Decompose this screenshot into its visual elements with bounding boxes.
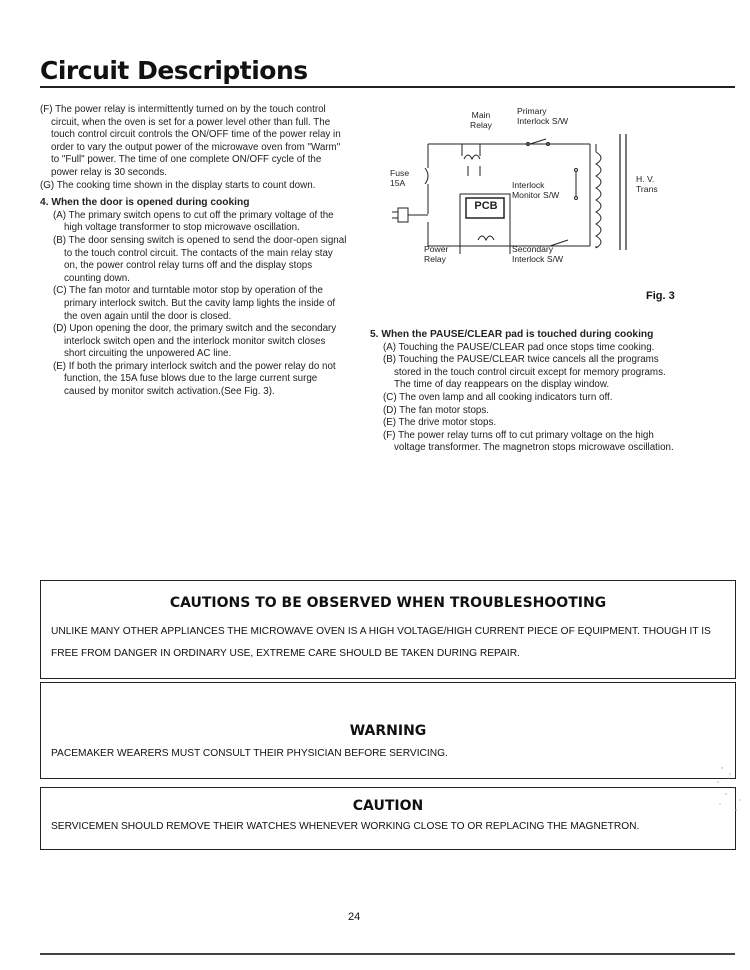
page-number: 24 [348, 911, 361, 923]
interlock-monitor-label: Interlock Monitor S/W [512, 180, 560, 200]
cautions-box [40, 580, 736, 679]
warning-box [40, 682, 736, 779]
list-item: (A) The primary switch opens to cut off the primary voltage of the high voltage transformer to stop microwave oscillation. [53, 209, 334, 234]
hv-trans-label: H. V. Trans [636, 174, 658, 194]
figure-label: Fig. 3 [646, 290, 675, 302]
caution-body: SERVICEMEN SHOULD REMOVE THEIR WATCHES WHENEVER WORKING CLOSE TO OR REPLACING THE MAGNETRON. [51, 821, 640, 832]
caution-box [40, 787, 736, 850]
left-column [36, 104, 348, 399]
list-item: (A) Touching the PAUSE/CLEAR pad once stops time cooking. [383, 341, 655, 353]
power-relay-label: Power Relay [424, 244, 449, 264]
list-item: (F) The power relay is intermittently turned on by the touch control circuit, when the oven is set for a power level other than full. The touch control circuit controls the ON/OFF time of the power relay in order to vary the output power of the microwave oven from "Warm" to "Full" power. The time of one complete ON/OFF cycle of the power relay is 30 seconds. [40, 104, 341, 178]
section-heading: 4. When the door is opened during cooking [40, 197, 250, 209]
circuit-schematic [380, 104, 680, 274]
list-item: (G) The cooking time shown in the display starts to count down. [40, 179, 316, 191]
right-column [366, 329, 680, 455]
fuse-label: Fuse 15A [390, 168, 410, 188]
scan-noise [700, 760, 750, 820]
warning-title: WARNING [349, 723, 427, 739]
warning-body: PACEMAKER WEARERS MUST CONSULT THEIR PHYSICIAN BEFORE SERVICING. [51, 748, 448, 759]
list-item: (C) The fan motor and turntable motor stop by operation of the primary interlock switch. But the cavity lamp lights the inside of the oven again until the door is closed. [53, 285, 336, 322]
list-item: (D) Upon opening the door, the primary switch and the secondary interlock switch open and the interlock monitor switch closes short circuiting the unpowered AC line. [53, 323, 337, 360]
title-rule [40, 86, 735, 88]
section-list [366, 342, 680, 455]
list-item: (C) The oven lamp and all cooking indicators turn off. [383, 391, 613, 403]
secondary-interlock-label: Secondary Interlock S/W [512, 244, 564, 264]
list-item: (B) The door sensing switch is opened to send the door-open signal to the touch control circuit. The contacts of the main relay stay on, the power control relay turns off and the display stops counting down. [53, 234, 347, 284]
pcb-label: PCB [474, 200, 498, 212]
list-item: (E) The drive motor stops. [383, 417, 497, 429]
section-list [36, 210, 348, 399]
list-item: (D) The fan motor stops. [383, 404, 490, 416]
list-item: (F) The power relay turns off to cut primary voltage on the high voltage transformer. The magnetron stops microwave oscillation. [383, 429, 674, 454]
page-title: Circuit Descriptions [40, 56, 308, 85]
primary-interlock-label: Primary Interlock S/W [517, 106, 569, 126]
cautions-title: CAUTIONS TO BE OBSERVED WHEN TROUBLESHOOTING [169, 595, 607, 611]
section-heading: 5. When the PAUSE/CLEAR pad is touched during cooking [370, 329, 654, 340]
caution-title: CAUTION [352, 798, 424, 814]
cautions-body: UNLIKE MANY OTHER APPLIANCES THE MICROWAVE OVEN IS A HIGH VOLTAGE/HIGH CURRENT PIECE OF EQUIPMENT. THOUGH IT IS FREE FROM DANGER IN ORDINARY USE, EXTREME CARE SHOULD BE TAKEN DURING REPAIR. [51, 626, 711, 659]
main-relay-label: Main Relay [470, 110, 492, 130]
list-item: (E) If both the primary interlock switch and the power relay do not function, the 15A fuse blows due to the large current surge caused by monitor switch activation.(See Fig. 3). [53, 360, 336, 398]
footer-rule [40, 953, 735, 955]
list-item: (B) Touching the PAUSE/CLEAR twice cancels all the programs stored in the touch control circuit except for memory programs. The time of day reappears on the display window. [383, 354, 666, 391]
